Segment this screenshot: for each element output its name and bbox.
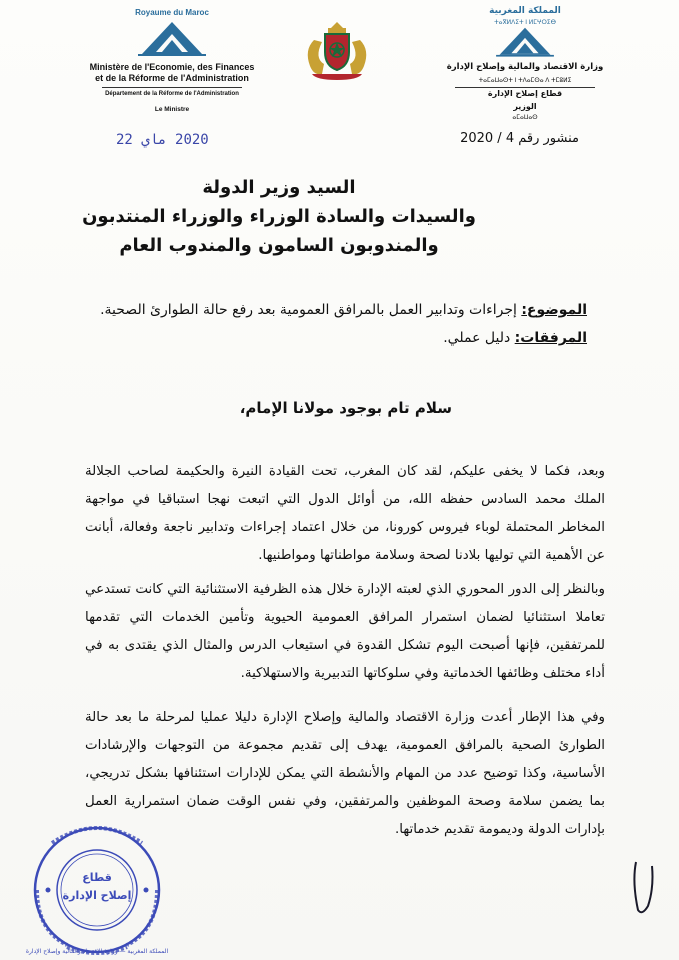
addressee-line-1: السيد وزير الدولة	[202, 177, 356, 198]
body-paragraph-3: وفي هذا الإطار أعدت وزارة الاقتصاد والمالية وإصلاح الإدارة دليلا عمليا لمرحلة ما بعد حالة الطوارئ الصحية بالمرافق العمومية، يهدف إلى تقديم مجموعة من التوجهات والإرشادات الأساسية، وكذا توضيح عدد من المهام والأنشطة التي يمكن للإدارات استئنافها بشكل تدريجي، بما يضمن سلامة وصحة الموظفين والمرتفقين، وفي نفس الوقت ضمان استمرارية العمل بإدارات الدولة وديمومة تقديم خدماتها.	[85, 710, 605, 837]
attachments-label: المرفقات:	[514, 330, 587, 346]
body-paragraph-1: وبعد، فكما لا يخفى عليكم، لقد كان المغرب، تحت القيادة النيرة والحكيمة لصاحب الجلالة الملك محمد السادس حفظه الله، من أوائل الدول التي اتبعت نهجا استباقيا في مواجهة المخاطر المحتملة لوباء فيروس كورونا، من خلال اعتماد إجراءات وتدابير ناجعة وفعالة، أبانت عن الأهمية التي توليها بلادنا لصحة وسلامة مواطناتها ومواطنيها.	[85, 464, 605, 563]
ministry-name-fr-1: Ministère de l'Economie, des Finances	[89, 62, 255, 72]
minister-tifinagh: ⴰⵎⴰⵡⴰⵙ	[512, 115, 538, 121]
attachments-line	[443, 330, 587, 346]
header-left	[82, 8, 262, 128]
royal-emblem-icon	[298, 20, 376, 82]
minister-ar: الوزير	[513, 102, 537, 111]
department-fr: Département de la Réforme de l'Administration	[105, 91, 239, 97]
kingdom-tifinagh: ⵜⴰⴳⵍⴷⵉⵜ ⵏ ⵍⵎⵖⵔⵉⴱ	[494, 20, 556, 26]
signature-mark-icon	[628, 858, 658, 918]
sector-ar: قطاع إصلاح الإدارة	[487, 89, 563, 98]
kingdom-ar: المملكة المغربية	[489, 6, 561, 16]
subject-label: الموضوع:	[521, 302, 587, 318]
attachments-text: دليل عملي.	[443, 330, 515, 346]
subject-text: إجراءات وتدابير العمل بالمرافق العمومية بعد رفع حالة الطوارئ الصحية.	[100, 302, 522, 318]
date-stamp: 2020 ماي 22	[116, 132, 209, 148]
body-paragraph-2: وبالنظر إلى الدور المحوري الذي لعبته الإدارة خلال هذه الظرفية الاستثنائية التي كانت تستدعي تعاملا استثنائيا لضمان استمرار المرافق العمومية الحيوية وتأمين الخدمات التي تقدمها للمرتفقين، فإنها أصبحت اليوم تشكل القدوة في استيعاب الدرس والمثال الذي يقتدى به في أداء مختلف وظائفها الخدماتية وفي سلوكاتها التدبيرية والاستهلاكية.	[85, 582, 605, 681]
ministry-logo-icon	[132, 20, 212, 60]
header-left-divider	[102, 87, 242, 88]
seal-outer-text: المملكة المغربية — وزارة الاقتصاد والمالية وإصلاح الإدارة	[25, 948, 169, 955]
seal-center-line-1: قطاع	[82, 871, 112, 884]
ministry-name-ar: وزارة الاقتصاد والمالية وإصلاح الإدارة	[446, 62, 604, 72]
addressee-line-2: والسيدات والسادة الوزراء والوزراء المنتدبون	[82, 206, 476, 227]
role-fr: Le Ministre	[154, 106, 190, 113]
seal-center-line-2: إصلاح الإدارة	[62, 889, 132, 902]
seal-ring-icon	[22, 815, 172, 960]
official-seal	[22, 815, 172, 960]
ministry-name-tifinagh: ⵜⴰⵎⴰⵡⴰⵙⵜ ⵏ ⵜⴷⴰⵎⵙⴰ ⴷ ⵜⵎⵓⵍⵉ	[478, 78, 572, 84]
ministry-logo-icon-ar	[489, 26, 561, 60]
greeting: سلام تام بوجود مولانا الإمام،	[239, 399, 452, 417]
subject-line	[100, 302, 587, 318]
ministry-name-fr-2: et de la Réforme de l'Administration	[95, 73, 249, 83]
header-right-divider	[455, 87, 595, 88]
circular-number: منشور رقم 4 / 2020	[460, 131, 579, 146]
kingdom-fr: Royaume du Maroc	[135, 8, 209, 17]
addressee-line-3: والمندوبون السامون والمندوب العام	[119, 235, 439, 256]
header-right	[440, 6, 610, 126]
